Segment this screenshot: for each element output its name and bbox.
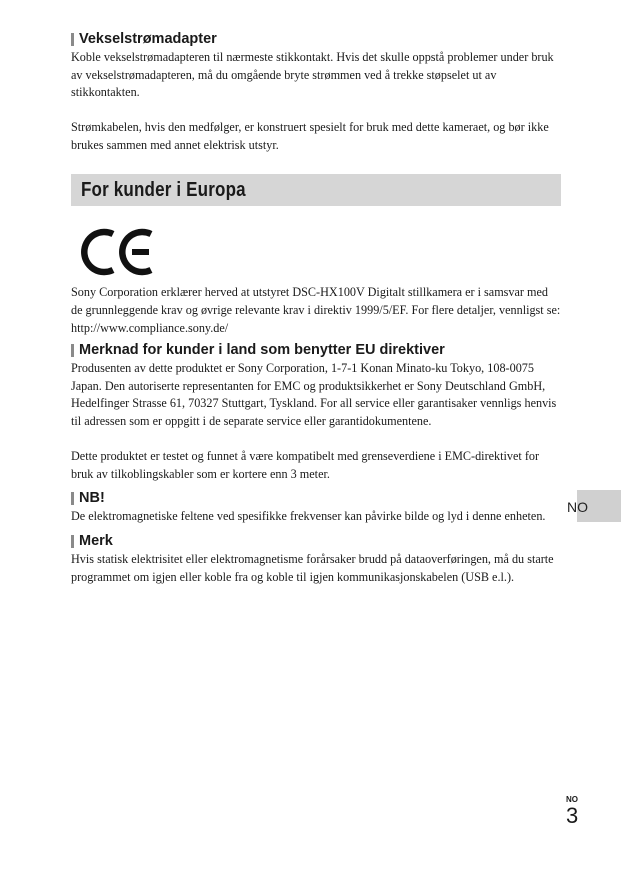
section-heading-ac-adapter (71, 30, 561, 49)
heading-bar (71, 33, 74, 46)
section-heading-merk (71, 532, 561, 551)
heading-text: Vekselstrømadapter (79, 31, 217, 47)
ac-adapter-paragraph-2: Strømkabelen, hvis den medfølger, er konstruert spesielt for bruk med dette kameraet, og bør ikke brukes sammen med annet elektrisk utstyr. (71, 120, 549, 152)
eu-paragraph-1: Produsenten av dette produktet er Sony Corporation, 1-7-1 Konan Minato-ku Tokyo, 108-0075 Japan. Den autoriserte representanten for EMC og produktsikkerhet er Sony Deutschland GmbH, Hedelfinger Strasse 61, 70327 Stuttgart, Tyskland. For all service eller garantisaker vennligs henvis til adressen som er oppgitt i de separate service eller garantidokumentene. (71, 361, 557, 429)
page-language: NO (566, 795, 578, 804)
language-tab-label: NO (567, 499, 588, 515)
document-body (71, 30, 561, 586)
section-heading-eu (71, 341, 561, 360)
ce-mark-icon (77, 226, 157, 278)
heading-text: Merknad for kunder i land som benytter EU direktiver (79, 342, 445, 359)
ce-declaration: Sony Corporation erklærer herved at utstyret DSC-HX100V Digitalt stillkamera er i samsvar med de grunnleggende krav og øvrige relevante krav i direktiv 1999/5/EF. For flere detaljer, vennligst se: http://www.compliance.sony.de/ (71, 285, 561, 335)
page-number: 3 (566, 803, 579, 828)
nb-paragraph: De elektromagnetiske feltene ved spesifikke frekvenser kan påvirke bilde og lyd i denne enheten. (71, 509, 546, 524)
europe-banner (71, 174, 561, 206)
banner-title: For kunder i Europa (81, 178, 246, 201)
section-heading-nb (71, 489, 561, 508)
heading-bar (71, 344, 74, 357)
eu-paragraph-2: Dette produktet er testet og funnet å være kompatibelt med grenseverdiene i EMC-direktivet for bruk av tilkoblingskabler som er kortere enn 3 meter. (71, 449, 540, 481)
merk-paragraph: Hvis statisk elektrisitet eller elektromagnetisme forårsaker brudd på dataoverføringen, må du starte programmet om igjen eller koble fra og koble til igjen kommunikasjonskabelen (USB e.l.). (71, 551, 554, 584)
heading-bar (71, 492, 74, 505)
heading-text: Merk (79, 532, 113, 549)
heading-text: NB! (79, 490, 105, 507)
ac-adapter-paragraph-1: Koble vekselstrømadapteren til nærmeste stikkontakt. Hvis det skulle oppstå problemer under bruk av vekselstrømadapteren, må du omgående bryte strømmen ved å trekke støpselet ut av stikkontakten. (71, 50, 554, 100)
heading-bar (71, 535, 74, 548)
